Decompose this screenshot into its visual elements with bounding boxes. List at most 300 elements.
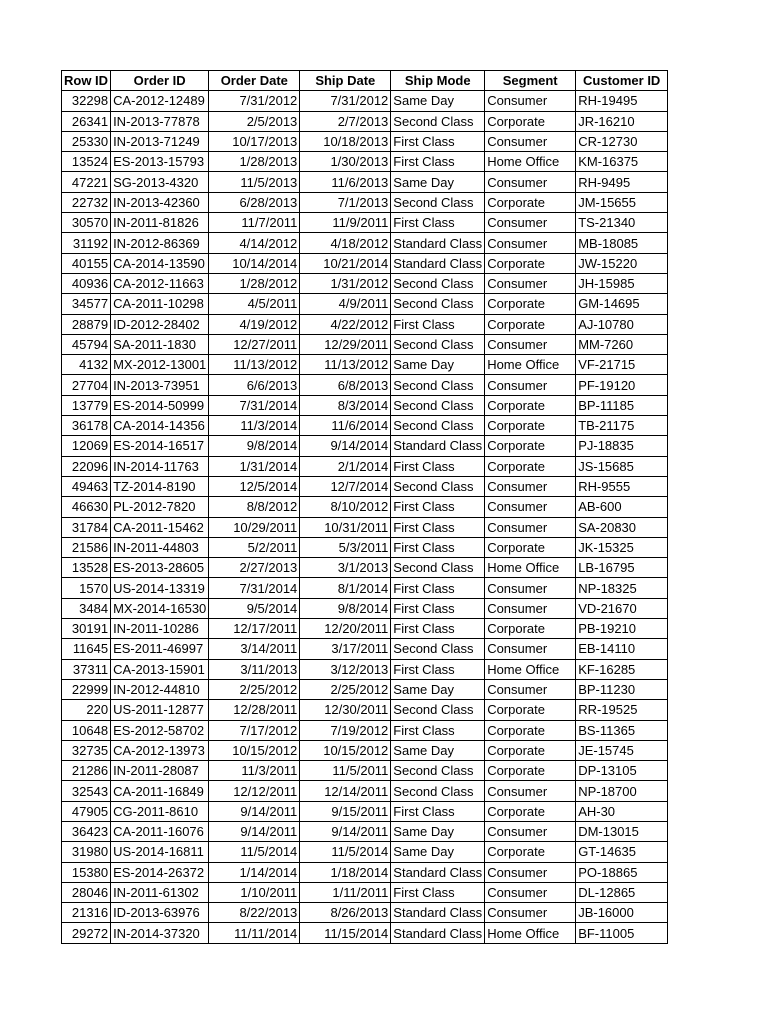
order-date-cell[interactable]: 3/11/2013 [209,659,300,679]
ship-mode-cell[interactable]: First Class [391,598,485,618]
row-id-cell[interactable]: 45794 [62,334,111,354]
col-header-row-id[interactable]: Row ID [62,71,111,91]
order-date-cell[interactable]: 11/7/2011 [209,213,300,233]
order-date-cell[interactable]: 9/14/2011 [209,801,300,821]
order-id-cell[interactable]: IN-2014-11763 [111,456,209,476]
ship-date-cell[interactable]: 11/5/2011 [300,761,391,781]
customer-id-cell[interactable]: VF-21715 [576,355,668,375]
customer-id-cell[interactable]: AH-30 [576,801,668,821]
row-id-cell[interactable]: 30570 [62,213,111,233]
ship-date-cell[interactable]: 8/10/2012 [300,497,391,517]
ship-mode-cell[interactable]: First Class [391,882,485,902]
order-date-cell[interactable]: 12/28/2011 [209,700,300,720]
ship-date-cell[interactable]: 10/15/2012 [300,740,391,760]
customer-id-cell[interactable]: BP-11230 [576,679,668,699]
order-id-cell[interactable]: IN-2012-86369 [111,233,209,253]
ship-date-cell[interactable]: 11/15/2014 [300,923,391,943]
ship-date-cell[interactable]: 9/14/2011 [300,821,391,841]
order-id-cell[interactable]: CA-2011-16849 [111,781,209,801]
ship-mode-cell[interactable]: Same Day [391,740,485,760]
ship-date-cell[interactable]: 4/9/2011 [300,294,391,314]
row-id-cell[interactable]: 30191 [62,619,111,639]
customer-id-cell[interactable]: AB-600 [576,497,668,517]
row-id-cell[interactable]: 25330 [62,131,111,151]
ship-date-cell[interactable]: 9/8/2014 [300,598,391,618]
ship-date-cell[interactable]: 3/1/2013 [300,558,391,578]
ship-date-cell[interactable]: 10/21/2014 [300,253,391,273]
segment-cell[interactable]: Home Office [485,558,576,578]
order-date-cell[interactable]: 11/11/2014 [209,923,300,943]
order-date-cell[interactable]: 3/14/2011 [209,639,300,659]
customer-id-cell[interactable]: RH-9495 [576,172,668,192]
ship-mode-cell[interactable]: Second Class [391,273,485,293]
ship-mode-cell[interactable]: Second Class [391,781,485,801]
ship-mode-cell[interactable]: First Class [391,152,485,172]
segment-cell[interactable]: Consumer [485,517,576,537]
order-date-cell[interactable]: 9/8/2014 [209,436,300,456]
segment-cell[interactable]: Consumer [485,679,576,699]
order-date-cell[interactable]: 7/31/2012 [209,91,300,111]
customer-id-cell[interactable]: GT-14635 [576,842,668,862]
segment-cell[interactable]: Corporate [485,537,576,557]
customer-id-cell[interactable]: MM-7260 [576,334,668,354]
customer-id-cell[interactable]: PF-19120 [576,375,668,395]
ship-mode-cell[interactable]: Same Day [391,91,485,111]
row-id-cell[interactable]: 32543 [62,781,111,801]
customer-id-cell[interactable]: RR-19525 [576,700,668,720]
ship-mode-cell[interactable]: Second Class [391,111,485,131]
order-date-cell[interactable]: 6/28/2013 [209,192,300,212]
ship-mode-cell[interactable]: Standard Class [391,862,485,882]
order-id-cell[interactable]: MX-2014-16530 [111,598,209,618]
row-id-cell[interactable]: 1570 [62,578,111,598]
order-id-cell[interactable]: CA-2012-13973 [111,740,209,760]
order-date-cell[interactable]: 12/5/2014 [209,476,300,496]
ship-date-cell[interactable]: 8/3/2014 [300,395,391,415]
row-id-cell[interactable]: 11645 [62,639,111,659]
order-id-cell[interactable]: SG-2013-4320 [111,172,209,192]
ship-date-cell[interactable]: 2/25/2012 [300,679,391,699]
row-id-cell[interactable]: 21586 [62,537,111,557]
segment-cell[interactable]: Consumer [485,578,576,598]
ship-date-cell[interactable]: 1/30/2013 [300,152,391,172]
ship-date-cell[interactable]: 3/12/2013 [300,659,391,679]
order-date-cell[interactable]: 7/31/2014 [209,395,300,415]
ship-date-cell[interactable]: 12/14/2011 [300,781,391,801]
customer-id-cell[interactable]: TS-21340 [576,213,668,233]
segment-cell[interactable]: Home Office [485,355,576,375]
col-header-ship-mode[interactable]: Ship Mode [391,71,485,91]
order-id-cell[interactable]: IN-2012-44810 [111,679,209,699]
customer-id-cell[interactable]: EB-14110 [576,639,668,659]
segment-cell[interactable]: Consumer [485,334,576,354]
row-id-cell[interactable]: 13524 [62,152,111,172]
customer-id-cell[interactable]: LB-16795 [576,558,668,578]
ship-mode-cell[interactable]: Second Class [391,192,485,212]
segment-cell[interactable]: Consumer [485,821,576,841]
order-date-cell[interactable]: 9/5/2014 [209,598,300,618]
row-id-cell[interactable]: 32298 [62,91,111,111]
order-date-cell[interactable]: 10/29/2011 [209,517,300,537]
customer-id-cell[interactable]: JE-15745 [576,740,668,760]
segment-cell[interactable]: Consumer [485,903,576,923]
segment-cell[interactable]: Corporate [485,111,576,131]
ship-date-cell[interactable]: 1/18/2014 [300,862,391,882]
customer-id-cell[interactable]: DP-13105 [576,761,668,781]
order-id-cell[interactable]: ES-2013-28605 [111,558,209,578]
segment-cell[interactable]: Corporate [485,619,576,639]
ship-mode-cell[interactable]: First Class [391,517,485,537]
ship-mode-cell[interactable]: Second Class [391,476,485,496]
ship-mode-cell[interactable]: First Class [391,801,485,821]
order-date-cell[interactable]: 2/5/2013 [209,111,300,131]
segment-cell[interactable]: Corporate [485,801,576,821]
order-id-cell[interactable]: IN-2013-71249 [111,131,209,151]
segment-cell[interactable]: Corporate [485,395,576,415]
segment-cell[interactable]: Corporate [485,294,576,314]
ship-mode-cell[interactable]: First Class [391,619,485,639]
order-date-cell[interactable]: 11/13/2012 [209,355,300,375]
segment-cell[interactable]: Home Office [485,152,576,172]
row-id-cell[interactable]: 47221 [62,172,111,192]
ship-date-cell[interactable]: 8/1/2014 [300,578,391,598]
customer-id-cell[interactable]: BS-11365 [576,720,668,740]
ship-mode-cell[interactable]: Same Day [391,355,485,375]
row-id-cell[interactable]: 36178 [62,416,111,436]
segment-cell[interactable]: Consumer [485,497,576,517]
order-id-cell[interactable]: ES-2014-16517 [111,436,209,456]
ship-date-cell[interactable]: 11/6/2014 [300,416,391,436]
ship-mode-cell[interactable]: First Class [391,213,485,233]
segment-cell[interactable]: Consumer [485,781,576,801]
order-date-cell[interactable]: 4/5/2011 [209,294,300,314]
customer-id-cell[interactable]: PO-18865 [576,862,668,882]
customer-id-cell[interactable]: BP-11185 [576,395,668,415]
row-id-cell[interactable]: 31784 [62,517,111,537]
row-id-cell[interactable]: 28046 [62,882,111,902]
order-date-cell[interactable]: 5/2/2011 [209,537,300,557]
ship-mode-cell[interactable]: Second Class [391,294,485,314]
order-id-cell[interactable]: US-2014-16811 [111,842,209,862]
order-date-cell[interactable]: 10/17/2013 [209,131,300,151]
ship-mode-cell[interactable]: First Class [391,456,485,476]
customer-id-cell[interactable]: DM-13015 [576,821,668,841]
order-id-cell[interactable]: ID-2013-63976 [111,903,209,923]
ship-date-cell[interactable]: 3/17/2011 [300,639,391,659]
order-id-cell[interactable]: CA-2011-15462 [111,517,209,537]
order-date-cell[interactable]: 4/14/2012 [209,233,300,253]
order-id-cell[interactable]: US-2011-12877 [111,700,209,720]
order-id-cell[interactable]: CA-2013-15901 [111,659,209,679]
segment-cell[interactable]: Consumer [485,213,576,233]
customer-id-cell[interactable]: SA-20830 [576,517,668,537]
col-header-order-id[interactable]: Order ID [111,71,209,91]
ship-mode-cell[interactable]: First Class [391,659,485,679]
ship-date-cell[interactable]: 9/15/2011 [300,801,391,821]
row-id-cell[interactable]: 31192 [62,233,111,253]
customer-id-cell[interactable]: CR-12730 [576,131,668,151]
ship-mode-cell[interactable]: Second Class [391,700,485,720]
customer-id-cell[interactable]: RH-19495 [576,91,668,111]
order-date-cell[interactable]: 2/27/2013 [209,558,300,578]
ship-date-cell[interactable]: 5/3/2011 [300,537,391,557]
row-id-cell[interactable]: 31980 [62,842,111,862]
customer-id-cell[interactable]: NP-18325 [576,578,668,598]
ship-date-cell[interactable]: 2/1/2014 [300,456,391,476]
order-date-cell[interactable]: 7/31/2014 [209,578,300,598]
ship-date-cell[interactable]: 12/20/2011 [300,619,391,639]
order-id-cell[interactable]: CA-2011-10298 [111,294,209,314]
ship-date-cell[interactable]: 11/13/2012 [300,355,391,375]
order-id-cell[interactable]: IN-2014-37320 [111,923,209,943]
segment-cell[interactable]: Consumer [485,233,576,253]
customer-id-cell[interactable]: RH-9555 [576,476,668,496]
ship-mode-cell[interactable]: Second Class [391,761,485,781]
order-date-cell[interactable]: 8/22/2013 [209,903,300,923]
ship-date-cell[interactable]: 1/11/2011 [300,882,391,902]
segment-cell[interactable]: Home Office [485,923,576,943]
order-id-cell[interactable]: IN-2011-44803 [111,537,209,557]
order-id-cell[interactable]: IN-2013-73951 [111,375,209,395]
ship-date-cell[interactable]: 7/1/2013 [300,192,391,212]
ship-mode-cell[interactable]: Second Class [391,375,485,395]
customer-id-cell[interactable]: KM-16375 [576,152,668,172]
col-header-ship-date[interactable]: Ship Date [300,71,391,91]
order-date-cell[interactable]: 2/25/2012 [209,679,300,699]
order-id-cell[interactable]: ES-2014-50999 [111,395,209,415]
ship-mode-cell[interactable]: First Class [391,131,485,151]
customer-id-cell[interactable]: JW-15220 [576,253,668,273]
ship-date-cell[interactable]: 11/6/2013 [300,172,391,192]
ship-date-cell[interactable]: 7/19/2012 [300,720,391,740]
ship-mode-cell[interactable]: Second Class [391,416,485,436]
order-id-cell[interactable]: IN-2013-77878 [111,111,209,131]
order-id-cell[interactable]: PL-2012-7820 [111,497,209,517]
ship-mode-cell[interactable]: First Class [391,578,485,598]
ship-mode-cell[interactable]: Standard Class [391,253,485,273]
order-id-cell[interactable]: CA-2011-16076 [111,821,209,841]
row-id-cell[interactable]: 46630 [62,497,111,517]
row-id-cell[interactable]: 40936 [62,273,111,293]
order-id-cell[interactable]: CA-2014-13590 [111,253,209,273]
row-id-cell[interactable]: 49463 [62,476,111,496]
customer-id-cell[interactable]: VD-21670 [576,598,668,618]
ship-date-cell[interactable]: 11/5/2014 [300,842,391,862]
row-id-cell[interactable]: 15380 [62,862,111,882]
customer-id-cell[interactable]: JR-16210 [576,111,668,131]
order-date-cell[interactable]: 12/27/2011 [209,334,300,354]
col-header-order-date[interactable]: Order Date [209,71,300,91]
ship-mode-cell[interactable]: Same Day [391,172,485,192]
row-id-cell[interactable]: 21286 [62,761,111,781]
segment-cell[interactable]: Consumer [485,172,576,192]
order-date-cell[interactable]: 10/14/2014 [209,253,300,273]
customer-id-cell[interactable]: TB-21175 [576,416,668,436]
row-id-cell[interactable]: 10648 [62,720,111,740]
customer-id-cell[interactable]: GM-14695 [576,294,668,314]
segment-cell[interactable]: Corporate [485,416,576,436]
row-id-cell[interactable]: 12069 [62,436,111,456]
ship-mode-cell[interactable]: Second Class [391,334,485,354]
segment-cell[interactable]: Consumer [485,131,576,151]
customer-id-cell[interactable]: JM-15655 [576,192,668,212]
customer-id-cell[interactable]: DL-12865 [576,882,668,902]
segment-cell[interactable]: Corporate [485,720,576,740]
ship-mode-cell[interactable]: Same Day [391,679,485,699]
order-date-cell[interactable]: 1/28/2012 [209,273,300,293]
customer-id-cell[interactable]: JK-15325 [576,537,668,557]
ship-mode-cell[interactable]: Standard Class [391,436,485,456]
segment-cell[interactable]: Consumer [485,476,576,496]
order-date-cell[interactable]: 1/31/2014 [209,456,300,476]
order-id-cell[interactable]: TZ-2014-8190 [111,476,209,496]
order-date-cell[interactable]: 1/14/2014 [209,862,300,882]
segment-cell[interactable]: Consumer [485,273,576,293]
segment-cell[interactable]: Corporate [485,253,576,273]
order-id-cell[interactable]: ES-2014-26372 [111,862,209,882]
row-id-cell[interactable]: 22096 [62,456,111,476]
order-id-cell[interactable]: IN-2011-28087 [111,761,209,781]
row-id-cell[interactable]: 26341 [62,111,111,131]
customer-id-cell[interactable]: JH-15985 [576,273,668,293]
ship-date-cell[interactable]: 12/7/2014 [300,476,391,496]
ship-date-cell[interactable]: 9/14/2014 [300,436,391,456]
segment-cell[interactable]: Consumer [485,639,576,659]
order-id-cell[interactable]: CA-2012-11663 [111,273,209,293]
order-date-cell[interactable]: 7/17/2012 [209,720,300,740]
segment-cell[interactable]: Corporate [485,314,576,334]
order-id-cell[interactable]: MX-2012-13001 [111,355,209,375]
ship-date-cell[interactable]: 2/7/2013 [300,111,391,131]
segment-cell[interactable]: Corporate [485,700,576,720]
segment-cell[interactable]: Corporate [485,456,576,476]
ship-mode-cell[interactable]: Second Class [391,395,485,415]
ship-date-cell[interactable]: 1/31/2012 [300,273,391,293]
row-id-cell[interactable]: 22732 [62,192,111,212]
customer-id-cell[interactable]: PJ-18835 [576,436,668,456]
order-id-cell[interactable]: US-2014-13319 [111,578,209,598]
row-id-cell[interactable]: 37311 [62,659,111,679]
row-id-cell[interactable]: 4132 [62,355,111,375]
segment-cell[interactable]: Consumer [485,882,576,902]
ship-mode-cell[interactable]: Second Class [391,639,485,659]
ship-date-cell[interactable]: 6/8/2013 [300,375,391,395]
row-id-cell[interactable]: 40155 [62,253,111,273]
ship-mode-cell[interactable]: Standard Class [391,233,485,253]
segment-cell[interactable]: Consumer [485,862,576,882]
col-header-customer-id[interactable]: Customer ID [576,71,668,91]
customer-id-cell[interactable]: MB-18085 [576,233,668,253]
customer-id-cell[interactable]: KF-16285 [576,659,668,679]
segment-cell[interactable]: Consumer [485,598,576,618]
order-id-cell[interactable]: ES-2013-15793 [111,152,209,172]
customer-id-cell[interactable]: NP-18700 [576,781,668,801]
row-id-cell[interactable]: 13779 [62,395,111,415]
ship-date-cell[interactable]: 8/26/2013 [300,903,391,923]
order-id-cell[interactable]: IN-2011-61302 [111,882,209,902]
customer-id-cell[interactable]: PB-19210 [576,619,668,639]
ship-mode-cell[interactable]: First Class [391,720,485,740]
segment-cell[interactable]: Corporate [485,436,576,456]
segment-cell[interactable]: Corporate [485,761,576,781]
ship-mode-cell[interactable]: First Class [391,537,485,557]
order-date-cell[interactable]: 12/17/2011 [209,619,300,639]
order-date-cell[interactable]: 1/28/2013 [209,152,300,172]
order-id-cell[interactable]: IN-2011-10286 [111,619,209,639]
ship-date-cell[interactable]: 11/9/2011 [300,213,391,233]
order-date-cell[interactable]: 6/6/2013 [209,375,300,395]
order-date-cell[interactable]: 11/5/2013 [209,172,300,192]
customer-id-cell[interactable]: BF-11005 [576,923,668,943]
order-date-cell[interactable]: 11/5/2014 [209,842,300,862]
row-id-cell[interactable]: 220 [62,700,111,720]
customer-id-cell[interactable]: JS-15685 [576,456,668,476]
ship-date-cell[interactable]: 4/22/2012 [300,314,391,334]
row-id-cell[interactable]: 47905 [62,801,111,821]
order-date-cell[interactable]: 4/19/2012 [209,314,300,334]
order-date-cell[interactable]: 8/8/2012 [209,497,300,517]
order-date-cell[interactable]: 12/12/2011 [209,781,300,801]
row-id-cell[interactable]: 27704 [62,375,111,395]
ship-mode-cell[interactable]: Same Day [391,842,485,862]
order-id-cell[interactable]: ES-2012-58702 [111,720,209,740]
row-id-cell[interactable]: 32735 [62,740,111,760]
ship-date-cell[interactable]: 4/18/2012 [300,233,391,253]
segment-cell[interactable]: Home Office [485,659,576,679]
order-id-cell[interactable]: ID-2012-28402 [111,314,209,334]
row-id-cell[interactable]: 13528 [62,558,111,578]
order-id-cell[interactable]: SA-2011-1830 [111,334,209,354]
row-id-cell[interactable]: 34577 [62,294,111,314]
row-id-cell[interactable]: 3484 [62,598,111,618]
order-date-cell[interactable]: 9/14/2011 [209,821,300,841]
ship-mode-cell[interactable]: Second Class [391,558,485,578]
ship-date-cell[interactable]: 10/18/2013 [300,131,391,151]
order-id-cell[interactable]: IN-2011-81826 [111,213,209,233]
row-id-cell[interactable]: 21316 [62,903,111,923]
order-id-cell[interactable]: CA-2012-12489 [111,91,209,111]
order-date-cell[interactable]: 11/3/2011 [209,761,300,781]
order-id-cell[interactable]: CA-2014-14356 [111,416,209,436]
segment-cell[interactable]: Consumer [485,91,576,111]
segment-cell[interactable]: Corporate [485,192,576,212]
segment-cell[interactable]: Corporate [485,842,576,862]
col-header-segment[interactable]: Segment [485,71,576,91]
order-id-cell[interactable]: ES-2011-46997 [111,639,209,659]
order-date-cell[interactable]: 10/15/2012 [209,740,300,760]
row-id-cell[interactable]: 29272 [62,923,111,943]
segment-cell[interactable]: Consumer [485,375,576,395]
row-id-cell[interactable]: 36423 [62,821,111,841]
ship-mode-cell[interactable]: Same Day [391,821,485,841]
ship-date-cell[interactable]: 7/31/2012 [300,91,391,111]
customer-id-cell[interactable]: AJ-10780 [576,314,668,334]
row-id-cell[interactable]: 22999 [62,679,111,699]
row-id-cell[interactable]: 28879 [62,314,111,334]
ship-date-cell[interactable]: 12/29/2011 [300,334,391,354]
order-date-cell[interactable]: 11/3/2014 [209,416,300,436]
ship-mode-cell[interactable]: First Class [391,497,485,517]
order-id-cell[interactable]: CG-2011-8610 [111,801,209,821]
order-date-cell[interactable]: 1/10/2011 [209,882,300,902]
ship-date-cell[interactable]: 10/31/2011 [300,517,391,537]
segment-cell[interactable]: Corporate [485,740,576,760]
ship-date-cell[interactable]: 12/30/2011 [300,700,391,720]
customer-id-cell[interactable]: JB-16000 [576,903,668,923]
ship-mode-cell[interactable]: Standard Class [391,903,485,923]
ship-mode-cell[interactable]: Standard Class [391,923,485,943]
order-id-cell[interactable]: IN-2013-42360 [111,192,209,212]
